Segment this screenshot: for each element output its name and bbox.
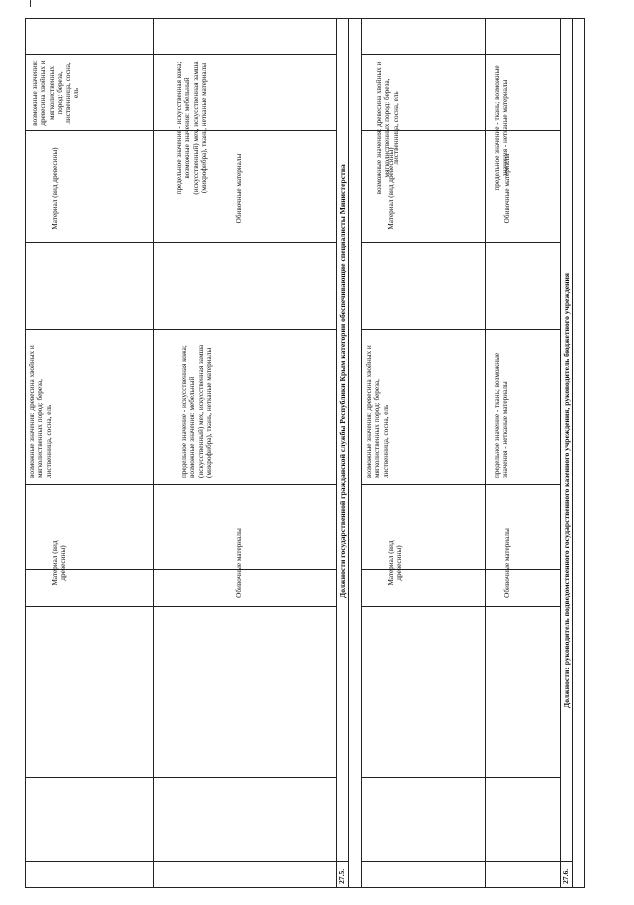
row5-material-label: Обивочные материалы <box>503 528 511 598</box>
row2-material-values-2: предельное значение - искусственная кожа; возможные значения: мебельный (искусственный) мех, искусственная замша (микрофибра), ткань, нетканые материалы <box>175 61 208 195</box>
row2-material-values: предельное значение - искусственная кожа; возможные значения: мебельный (искусственный) мех, искусственная замша (микрофибра), ткань, нетканые материалы <box>180 344 213 478</box>
row5-material-label-2: Обивочные материалы <box>503 153 511 224</box>
col-sep <box>25 484 336 485</box>
table-border-right <box>25 18 585 19</box>
col-sep <box>25 606 336 607</box>
row1-material-values: возможные значения: древесина хвойных и мягколиственных пород: береза, лиственница, сосна, ель <box>28 345 53 478</box>
row4-material-values: возможные значения: древесина хвойных и мягколиственных пород: береза, лиственница, сосна, ель <box>365 345 390 478</box>
col-sep <box>361 777 560 778</box>
col-sep <box>25 569 336 570</box>
row-number-27-6: 27.6. <box>561 868 570 884</box>
table-border-bottom <box>584 18 585 888</box>
row5-material-values-2: предельное значение - ткань; возможные значения - нетканые материалы <box>493 65 510 191</box>
col-sep <box>361 606 560 607</box>
row1-material-label: Материал (вид древесины) <box>51 540 68 586</box>
row-sep-4 <box>361 18 362 888</box>
row-number-27-5: 27.5. <box>337 868 346 884</box>
section-title-27-5: Должности государственной гражданской службы Республики Крым категории обеспечивающие специалисты Министерства <box>338 164 347 598</box>
row4-material-label-2: Материал (вид древесины) <box>387 147 395 230</box>
table-border-top <box>25 18 26 888</box>
col-sep <box>25 242 336 243</box>
row-sep-7 <box>572 18 573 888</box>
col-sep <box>361 242 560 243</box>
row-sep-5 <box>485 18 486 888</box>
row-sep-2 <box>336 18 337 888</box>
row2-material-label-2: Обивочные материалы <box>235 153 243 224</box>
scan-mark <box>30 0 31 7</box>
col-sep <box>25 777 336 778</box>
col-sep <box>336 861 348 862</box>
row5-material-values: предельное значение - ткань; возможные значения - нетканые материалы <box>493 352 510 478</box>
col-sep <box>25 329 336 330</box>
col-sep <box>361 861 560 862</box>
row2-material-label: Обивочные материалы <box>235 528 243 598</box>
row-sep-1 <box>153 18 154 888</box>
col-sep <box>25 861 336 862</box>
row4-material-label: Материал (вид древесины) <box>387 540 404 586</box>
row1-material-label-2: Материал (вид древесины) <box>51 147 59 230</box>
col-sep <box>361 329 560 330</box>
row-sep-3 <box>348 18 349 888</box>
col-sep <box>560 861 572 862</box>
col-sep <box>361 54 560 55</box>
section-title-27-6: Должности: руководитель подведомственного государственного казенного учреждения, руководитель бюджетного учреждения <box>562 272 571 708</box>
row4-material-values-2: возможные значения: древесина хвойных и мягколиственных пород: береза, лиственница, сосна, ель <box>375 61 400 195</box>
col-sep <box>25 54 336 55</box>
row1-material-values-2: возможные значения: древесина хвойных и мягколиственных пород: береза, лиственница, сосна, ель <box>31 60 81 126</box>
table-border-left <box>25 887 585 888</box>
rotated-table <box>25 18 585 888</box>
col-sep <box>361 484 560 485</box>
row-sep-6 <box>560 18 561 888</box>
